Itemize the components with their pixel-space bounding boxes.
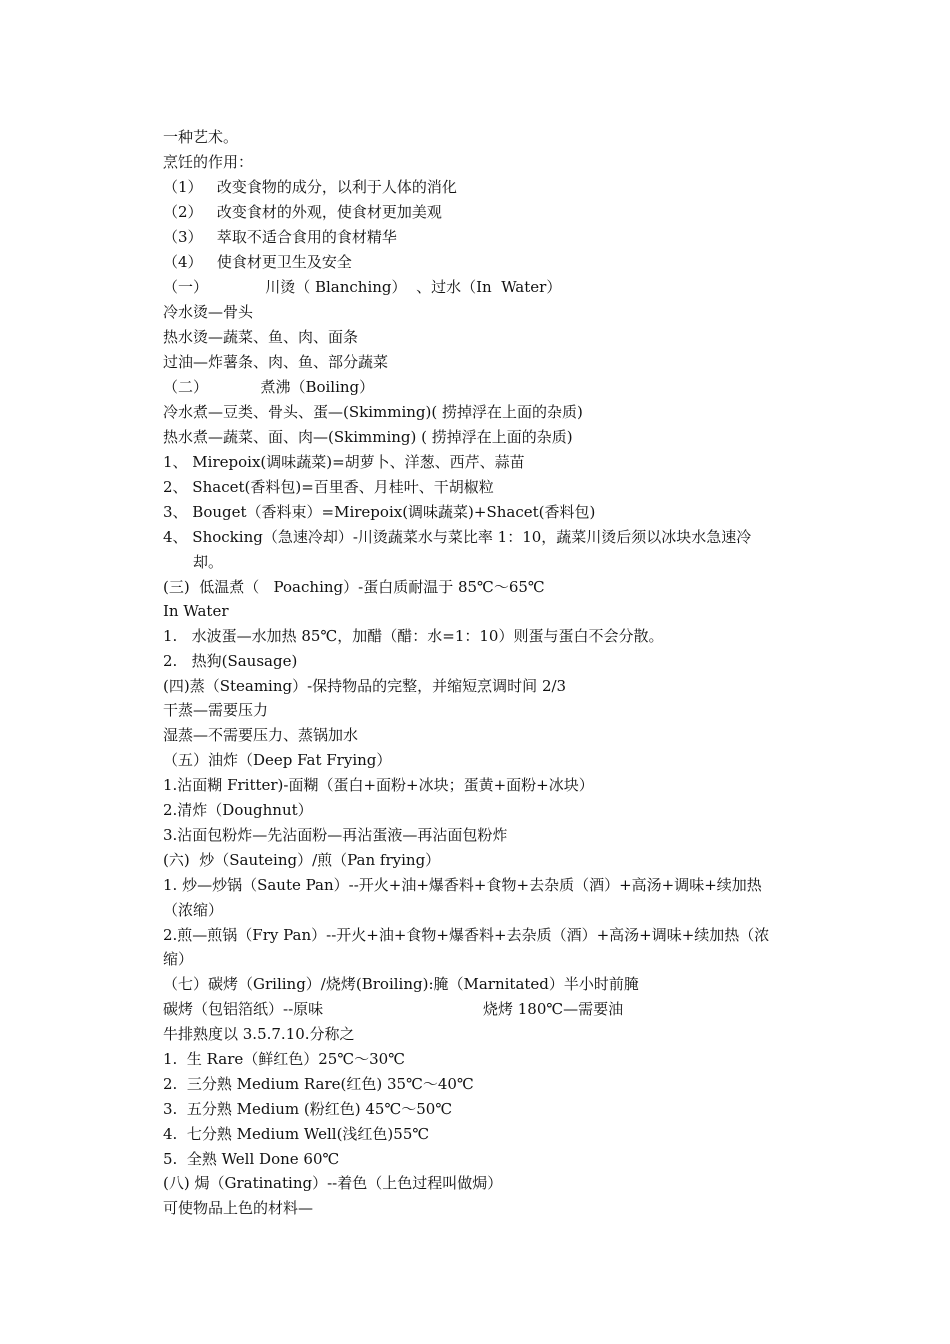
text-line: （五）油炸（Deep Fat Frying） (163, 751, 392, 769)
text-line: 牛排熟度以 3.5.7.10.分称之 (163, 1025, 355, 1043)
text-line: （4） 使食材更卫生及安全 (163, 253, 352, 271)
text-line: 3. 五分熟 Medium (粉红色) 45℃～50℃ (163, 1100, 453, 1118)
text-line: 缩） (163, 950, 194, 968)
text-line: (四)蒸（Steaming）-保持物品的完整，并缩短烹调时间 2/3 (163, 677, 567, 695)
text-line: (三) 低温煮（ Poaching）-蛋白质耐温于 85℃～65℃ (163, 578, 545, 596)
text-line: 2. 三分熟 Medium Rare(红色) 35℃～40℃ (163, 1075, 474, 1093)
text-line: 碳烤（包铝箔纸）--原味 (163, 1000, 324, 1018)
text-line: 1. 炒—炒锅（Saute Pan）--开火+油+爆香料+食物+去杂质（酒）+高汤+调味+续加热 (163, 876, 762, 894)
text-line: 冷水烫—骨头 (163, 303, 254, 321)
text-line: (八) 焗（Gratinating）--着色（上色过程叫做焗） (163, 1174, 503, 1192)
text-line: 1. 生 Rare（鲜红色）25℃～30℃ (163, 1050, 405, 1068)
text-line: 一种艺术。 (163, 128, 239, 146)
text-line: 湿蒸—不需要压力、蒸锅加水 (163, 726, 359, 744)
text-line: 热水煮—蔬菜、面、肉—(Skimming) ( 捞掉浮在上面的杂质) (163, 428, 573, 446)
text-line: 过油—炸薯条、肉、鱼、部分蔬菜 (163, 353, 389, 371)
text-line: 干蒸—需要压力 (163, 701, 269, 719)
text-line: 热水烫—蔬菜、鱼、肉、面条 (163, 328, 359, 346)
text-line: 3、 Bouget（香料束）=Mirepoix(调味蔬菜)+Shacet(香料包) (163, 503, 596, 521)
text-line: 烧烤 180℃—需要油 (483, 1000, 624, 1018)
text-line: 2.清炸（Doughnut） (163, 801, 313, 819)
text-line: 5. 全熟 Well Done 60℃ (163, 1150, 340, 1168)
text-line: （七）碳烤（Griling）/烧烤(Broiling):腌（Marnitated）半小时前腌 (163, 975, 639, 993)
text-line: 4、 Shocking（急速冷却）-川烫蔬菜水与菜比率 1：10，蔬菜川烫后须以冰块水急速冷 (163, 528, 752, 546)
text-line: In Water (163, 602, 229, 620)
text-line: 3.沾面包粉炸—先沾面粉—再沾蛋液—再沾面包粉炸 (163, 826, 508, 844)
text-line: 1. 水波蛋—水加热 85℃，加醋（醋：水=1：10）则蛋与蛋白不会分散。 (163, 627, 664, 645)
text-line: 却。 (193, 553, 224, 571)
text-line: 1.沾面糊 Fritter)-面糊（蛋白+面粉+冰块；蛋黄+面粉+冰块） (163, 776, 594, 794)
text-line: 冷水煮—豆类、骨头、蛋—(Skimming)( 捞掉浮在上面的杂质) (163, 403, 583, 421)
text-line: （2） 改变食材的外观，使食材更加美观 (163, 203, 442, 221)
text-line: （浓缩） (163, 901, 224, 919)
text-line: 2. 热狗(Sausage) (163, 652, 298, 670)
text-line: （3） 萃取不适合食用的食材精华 (163, 228, 397, 246)
text-line: （一） 川烫（ Blanching） 、过水（In Water） (163, 278, 562, 296)
text-line: 1、 Mirepoix(调味蔬菜)=胡萝卜、洋葱、西芹、蒜苗 (163, 453, 525, 471)
text-line: （1） 改变食物的成分，以利于人体的消化 (163, 178, 457, 196)
text-line: 可使物品上色的材料— (163, 1199, 314, 1217)
text-line: 2、 Shacet(香料包)=百里香、月桂叶、干胡椒粒 (163, 478, 494, 496)
text-line: (六) 炒（Sauteing）/煎（Pan frying） (163, 851, 441, 869)
text-line: （二） 煮沸（Boiling） (163, 378, 375, 396)
text-line: 烹饪的作用： (163, 153, 254, 171)
text-line: 4. 七分熟 Medium Well(浅红色)55℃ (163, 1125, 430, 1143)
text-line: 2.煎—煎锅（Fry Pan）--开火+油+食物+爆香料+去杂质（酒）+高汤+调味+续加热（浓 (163, 926, 770, 944)
